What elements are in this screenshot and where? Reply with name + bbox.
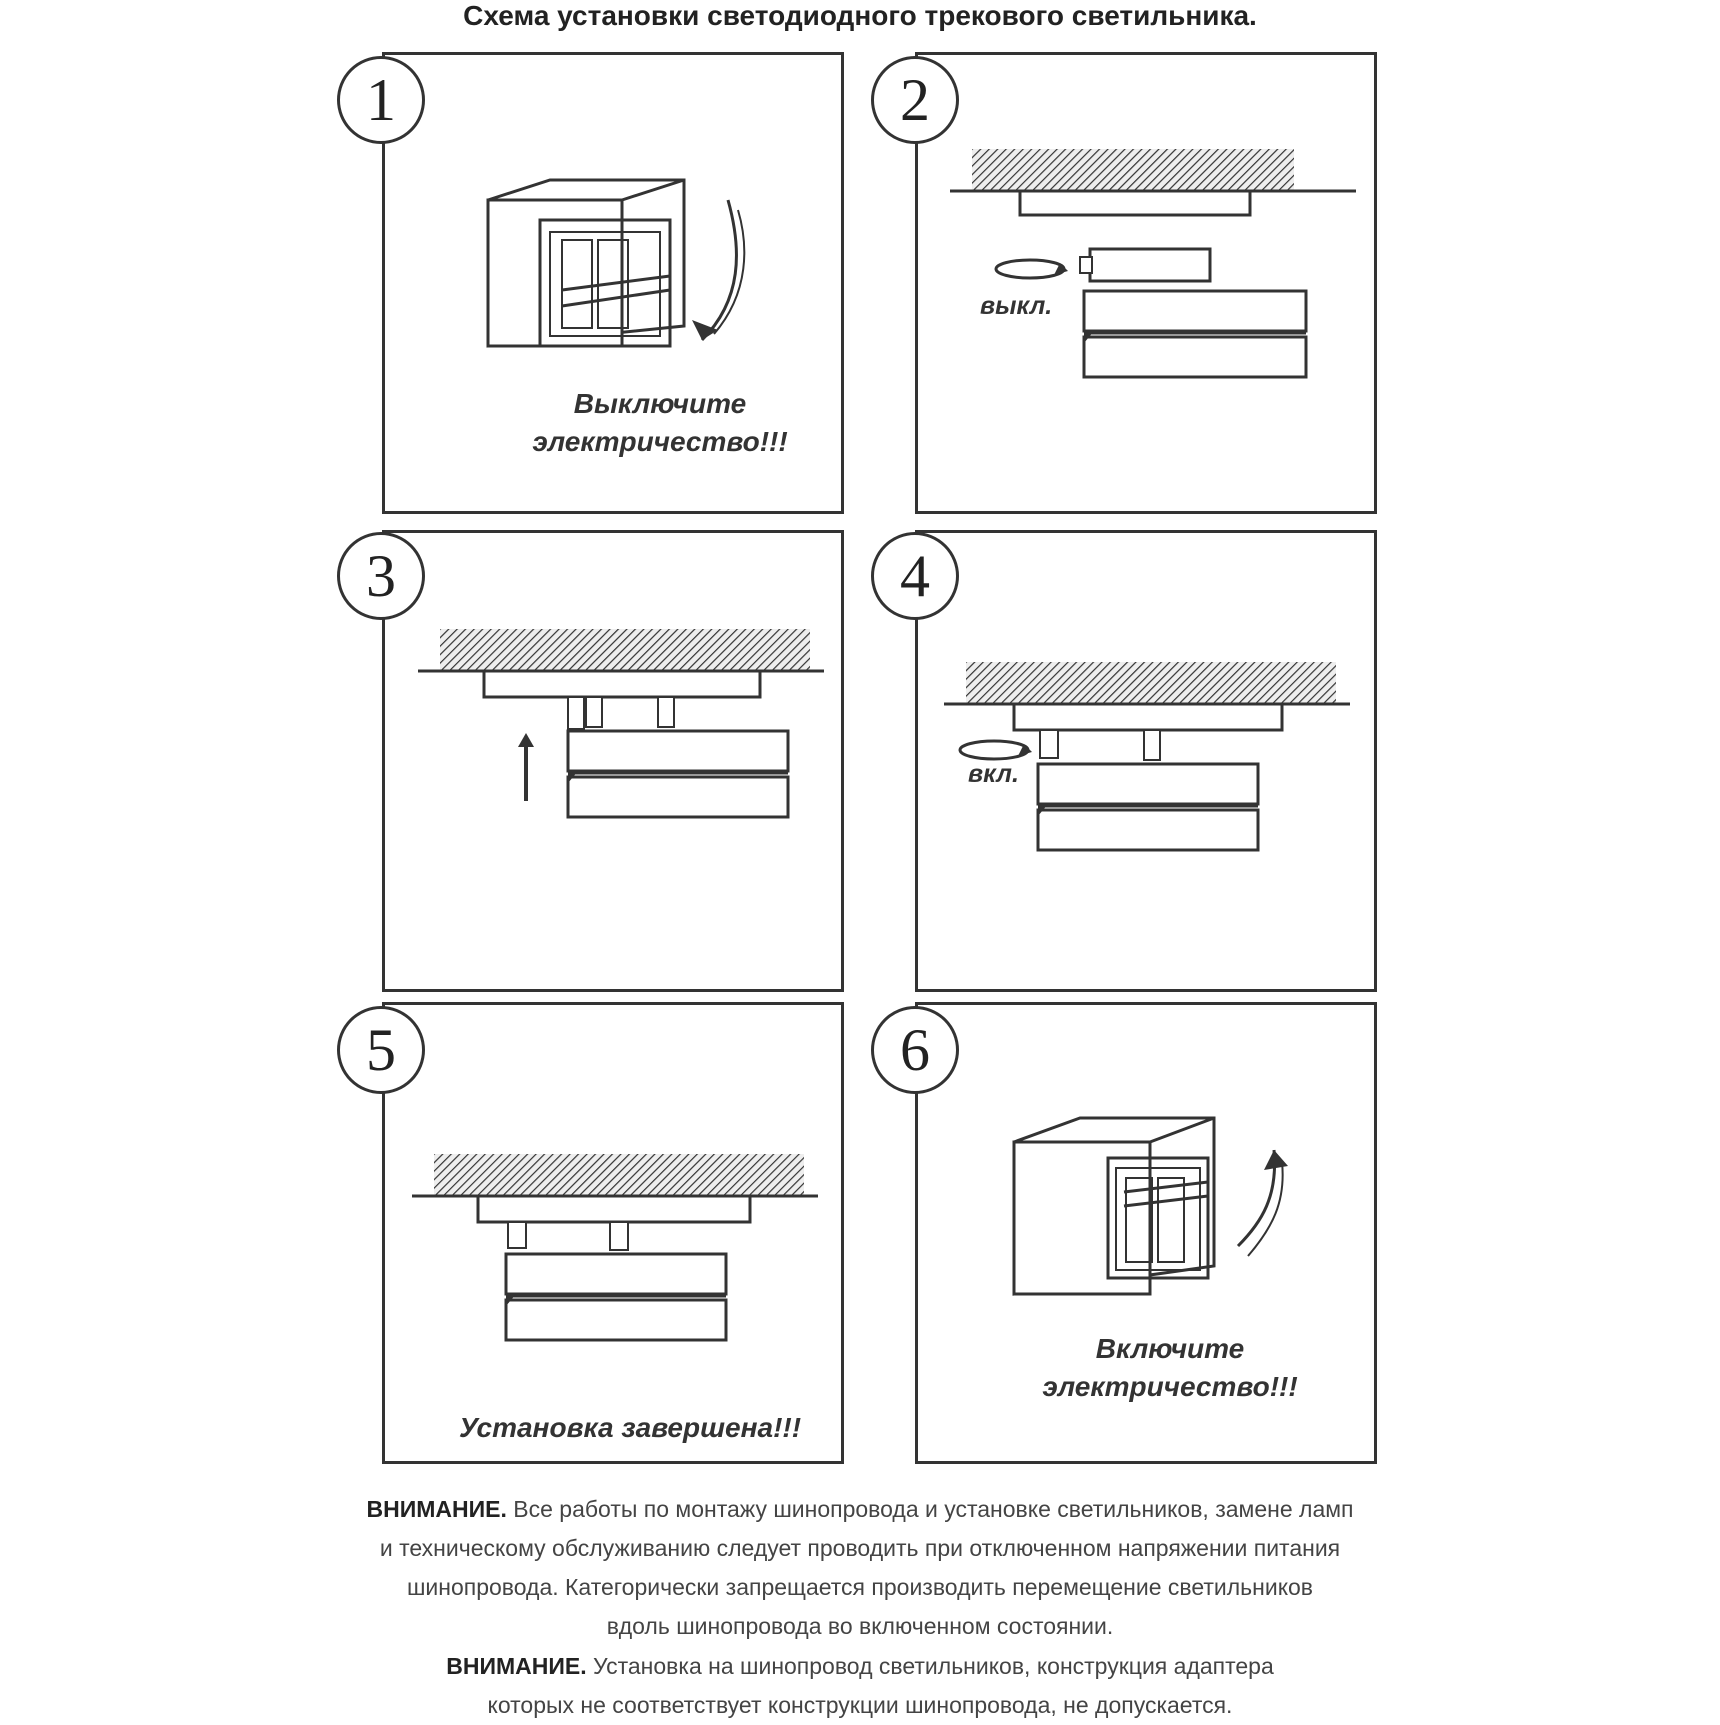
warning-2-line-2: которых не соответствует конструкции шинопровода, не допускается.: [487, 1692, 1233, 1718]
warning-1-line-2: и техническому обслуживанию следует проводить при отключенном напряжении питания: [379, 1535, 1341, 1561]
step-5-caption: Установка завершена!!!: [458, 1412, 802, 1443]
step-2-number: 2: [871, 56, 959, 144]
warning-1-line-3: шинопровода. Категорически запрещается производить перемещение светильников: [406, 1574, 1314, 1600]
step-2-label: выкл.: [980, 292, 1053, 320]
page-title: Схема установки светодиодного трекового светильника.: [463, 0, 1257, 31]
warning-2-line-1: ВНИМАНИЕ. Установка на шинопровод светильников, конструкция адаптера: [446, 1653, 1274, 1679]
step-6-number: 6: [871, 1006, 959, 1094]
track-fixture-off-illustration: [950, 145, 1370, 385]
track-fixture-on-illustration: [944, 658, 1364, 858]
installation-complete-illustration: [412, 1150, 832, 1350]
step-6-caption: Включите электричество!!!: [1042, 1333, 1298, 1402]
step-4-label: вкл.: [968, 760, 1019, 788]
step-4-number: 4: [871, 532, 959, 620]
warning-block-2: [230, 1647, 1490, 1725]
attach-fixture-illustration: [418, 625, 838, 825]
step-1-caption: Выключите электричество!!!: [532, 388, 788, 457]
step-5-number: 5: [337, 1006, 425, 1094]
light-switch-on-illustration: [1010, 1118, 1300, 1308]
step-1-number: 1: [337, 56, 425, 144]
warning-1-line-4: вдоль шинопровода во включенном состоянии.: [606, 1613, 1114, 1639]
warning-1-line-1: ВНИМАНИЕ. Все работы по монтажу шинопровода и установке светильников, замене ламп: [366, 1496, 1354, 1522]
warning-block-1: [230, 1490, 1490, 1646]
step-3-number: 3: [337, 532, 425, 620]
light-switch-off-illustration: [480, 180, 760, 360]
